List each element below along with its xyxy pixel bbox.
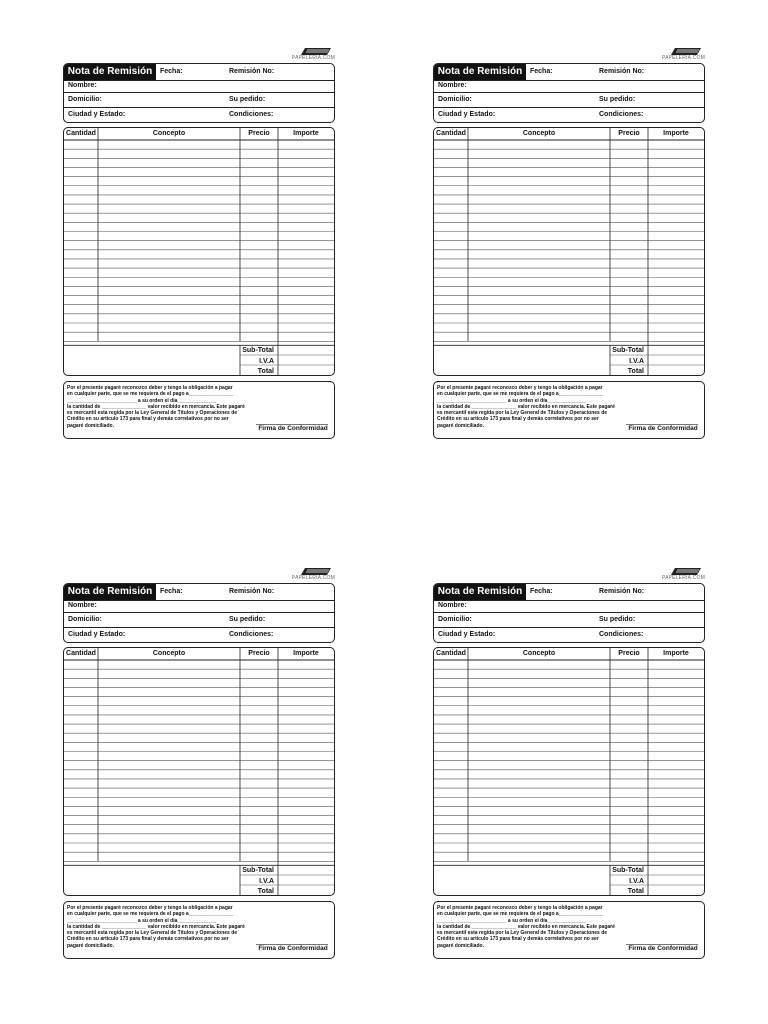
column-header-cantidad: Cantidad [436,130,466,137]
remision-number-label: Remisión No: [229,68,275,75]
signature-label: Firma de Conformidad [258,425,328,432]
column-header-concepto: Concepto [152,650,186,657]
subtotal-label: Sub-Total [612,867,644,874]
total-label: Total [627,888,644,895]
pagare-text [437,385,625,429]
iva-label: I.V.A [259,358,274,365]
items-table [433,127,705,376]
pagare-line: Crédito en su articulo 173 para final y demás correlativos por no ser [437,936,599,943]
condiciones-label: Condiciones: [599,111,644,118]
logo-text: PAPELERIA.COM [291,55,335,61]
condiciones-label: Condiciones: [599,631,644,638]
fecha-label: Fecha: [160,68,183,75]
pagare-line: pagaré domiciliado. [437,422,484,429]
pagare-line: es mercantil esta regida por la Ley General de Títulos y Operaciones de [67,930,238,937]
pagare-line: Crédito en su articulo 173 para final y demás correlativos por no ser [67,936,229,943]
nombre-label: Nombre: [68,602,97,609]
items-grid [64,128,334,375]
total-label: Total [257,888,274,895]
domicilio-label: Domicilio: [438,616,472,623]
total-label: Total [627,368,644,375]
column-header-concepto: Concepto [522,650,556,657]
condiciones-label: Condiciones: [229,631,274,638]
remision-form-1 [63,47,335,439]
ciudad-estado-label: Ciudad y Estado: [438,111,496,118]
ciudad-estado-label: Ciudad y Estado: [68,111,126,118]
header-box [433,583,705,643]
iva-label: I.V.A [629,358,644,365]
form-title: Nota de Remisión [64,64,156,80]
pagare-text [437,905,625,949]
ciudad-estado-label: Ciudad y Estado: [68,631,126,638]
pagare-box [433,381,705,439]
form-title: Nota de Remisión [434,584,526,600]
pagare-line: es mercantil esta regida por la Ley General de Títulos y Operaciones de [437,410,608,417]
items-grid [64,648,334,895]
ciudad-estado-label: Ciudad y Estado: [438,631,496,638]
remision-form-2 [433,47,705,439]
pagare-line: es mercantil esta regida por la Ley General de Títulos y Operaciones de [437,930,608,937]
fecha-label: Fecha: [530,68,553,75]
pedido-label: Su pedido: [229,616,266,623]
column-header-concepto: Concepto [152,130,186,137]
pagare-line: Crédito en su articulo 173 para final y demás correlativos por no ser [437,416,599,423]
pagare-line: _________________________ a su orden el día______________ [437,917,587,924]
subtotal-label: Sub-Total [242,867,274,874]
pagare-box [63,901,335,959]
pedido-label: Su pedido: [229,96,266,103]
nombre-label: Nombre: [438,602,467,609]
signature-label: Firma de Conformidad [628,425,698,432]
items-table [63,647,335,896]
items-table [63,127,335,376]
pagare-line: _________________________ a su orden el día______________ [437,397,587,404]
column-header-precio: Precio [248,650,270,657]
subtotal-label: Sub-Total [612,347,644,354]
column-header-cantidad: Cantidad [66,130,96,137]
total-label: Total [257,368,274,375]
pagare-line: es mercantil esta regida por la Ley General de Títulos y Operaciones de [67,410,238,417]
pagare-line: en cualquier parte, que se me requiera de el pago a________________ [67,391,234,398]
column-header-cantidad: Cantidad [436,650,466,657]
pagare-line: en cualquier parte, que se me requiera de el pago a________________ [437,911,604,918]
nombre-label: Nombre: [438,82,467,89]
pagare-line: pagaré domiciliado. [437,942,484,949]
logo-text: PAPELERIA.COM [661,55,705,61]
pagare-line: pagaré domiciliado. [67,422,114,429]
pedido-label: Su pedido: [599,616,636,623]
fecha-label: Fecha: [160,588,183,595]
subtotal-label: Sub-Total [242,347,274,354]
header-box [433,63,705,123]
domicilio-label: Domicilio: [68,96,102,103]
condiciones-label: Condiciones: [229,111,274,118]
pagare-line: Por el presente pagaré reconozco deber y tengo la obligación a pagar [67,905,233,911]
fecha-label: Fecha: [530,588,553,595]
pagare-line: _________________________ a su orden el día______________ [67,917,217,924]
pagare-text [67,385,255,429]
header-box [63,583,335,643]
column-header-importe: Importe [663,130,689,137]
signature-label: Firma de Conformidad [628,945,698,952]
pagare-line: en cualquier parte, que se me requiera de el pago a________________ [437,391,604,398]
iva-label: I.V.A [629,878,644,885]
pagare-line: Crédito en su articulo 173 para final y demás correlativos por no ser [67,416,229,423]
column-header-cantidad: Cantidad [66,650,96,657]
pagare-line: Por el presente pagaré reconozco deber y tengo la obligación a pagar [437,385,603,391]
column-header-importe: Importe [293,650,319,657]
pagare-line: _________________________ a su orden el día______________ [67,397,217,404]
logo-text: PAPELERIA.COM [661,575,705,581]
pagare-line: en cualquier parte, que se me requiera de el pago a________________ [67,911,234,918]
column-header-concepto: Concepto [522,130,556,137]
signature-label: Firma de Conformidad [258,945,328,952]
items-table [433,647,705,896]
pagare-line: pagaré domiciliado. [67,942,114,949]
pagare-line: la cantidad de ________________ valor recibido en mercancía. Este pagaré [67,403,245,410]
pagare-line: Por el presente pagaré reconozco deber y tengo la obligación a pagar [437,905,603,911]
column-header-importe: Importe [663,650,689,657]
column-header-precio: Precio [618,650,640,657]
remision-form-3 [63,567,335,959]
remision-form-4 [433,567,705,959]
pagare-box [63,381,335,439]
domicilio-label: Domicilio: [68,616,102,623]
items-grid [434,128,704,375]
form-title: Nota de Remisión [64,584,156,600]
remision-number-label: Remisión No: [599,68,645,75]
pagare-box [433,901,705,959]
header-box [63,63,335,123]
pagare-text [67,905,255,949]
remision-number-label: Remisión No: [229,588,275,595]
items-grid [434,648,704,895]
form-title: Nota de Remisión [434,64,526,80]
pagare-line: la cantidad de ________________ valor recibido en mercancía. Este pagaré [437,403,615,410]
pedido-label: Su pedido: [599,96,636,103]
pagare-line: la cantidad de ________________ valor recibido en mercancía. Este pagaré [437,923,615,930]
nombre-label: Nombre: [68,82,97,89]
pagare-line: la cantidad de ________________ valor recibido en mercancía. Este pagaré [67,923,245,930]
column-header-importe: Importe [293,130,319,137]
logo-text: PAPELERIA.COM [291,575,335,581]
iva-label: I.V.A [259,878,274,885]
column-header-precio: Precio [248,130,270,137]
domicilio-label: Domicilio: [438,96,472,103]
column-header-precio: Precio [618,130,640,137]
pagare-line: Por el presente pagaré reconozco deber y tengo la obligación a pagar [67,385,233,391]
remision-number-label: Remisión No: [599,588,645,595]
